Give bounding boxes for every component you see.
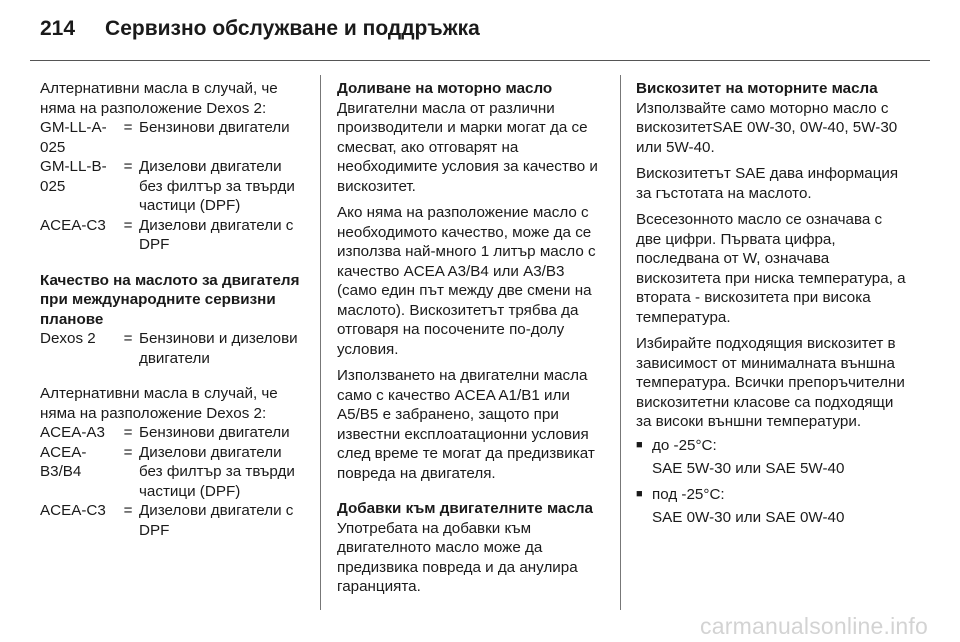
bullet-value: SAE 5W-30 или SAE 5W-40 xyxy=(652,460,845,477)
page-number: 214 xyxy=(40,17,76,40)
spec-equals: = xyxy=(123,424,133,441)
bullet-value: SAE 0W-30 или SAE 0W-40 xyxy=(652,509,845,526)
spec-row xyxy=(40,329,308,368)
spec-equals: = xyxy=(123,216,133,234)
paragraph-viscosity-grades: Използвайте само моторно масло с вискозитетSAE 0W-30, 0W-40, 5W-30 или 5W-40. xyxy=(636,99,898,156)
spec-row xyxy=(40,157,308,216)
spec-equals: = xyxy=(123,158,133,175)
spec-row xyxy=(40,443,308,502)
spec-code: ACEA-B3/B4 xyxy=(40,443,87,480)
section-heading-oil-quality: Качество на маслото за двигателя при международните сервизни планове xyxy=(40,271,300,328)
list-item xyxy=(636,485,906,530)
page-header xyxy=(40,17,480,47)
spec-description: Дизелови двигатели без филтър за твърди частици (DPF) xyxy=(139,443,295,500)
column-divider-left xyxy=(320,75,321,610)
page-title: Сервизно обслужване и поддръжка xyxy=(105,17,480,40)
paragraph-mixing: Двигателни масла от различни производители и марки могат да се смесват, ако отговарят на необходимите условия за качество и вискозитет. xyxy=(337,99,598,195)
spec-list-2 xyxy=(40,329,308,368)
spec-equals: = xyxy=(123,330,133,347)
spec-code: GM-LL-A-025 xyxy=(40,119,107,156)
paragraph-additives: Употребата на добавки към двигателното масло може да предизвика повреда и да анулира гаранцията. xyxy=(337,519,578,595)
spec-equals: = xyxy=(123,502,133,519)
paragraph-multigrade: Всесезонното масло се означава с две цифри. Първата цифра, последвана от W, означава вискозитета при ниска температура, а втората - вискозитета при висока температура. xyxy=(636,211,906,326)
column-left xyxy=(40,79,308,556)
spec-row xyxy=(40,118,308,157)
spec-code: GM-LL-B-025 xyxy=(40,158,107,195)
paragraph-sae-info: Вискозитетът SAE дава информация за гъстотата на маслото. xyxy=(636,165,899,202)
spec-code: ACEA-C3 xyxy=(40,216,106,234)
paragraph-alternative-oil: Ако няма на разположение масло с необходимото качество, може да се използва най-много 1 литър масло с качество ACEA A3/B4 или A3/B3 (само един път между две смени на маслото). Вискозитетът трябва да отговаря на посочените по-долу условия. xyxy=(337,204,596,358)
alt-oils-intro-1: Алтернативни масла в случай, че няма на разположение Dexos 2: xyxy=(40,80,278,117)
paragraph-forbidden-oils: Използването на двигателни масла само с качество ACEA A1/B1 или A5/B5 е забранено, защото при известни експлоатационни условия след време те могат да предизвикат повреда на двигателя. xyxy=(337,367,595,482)
section-heading-viscosity: Вискозитет на моторните масла xyxy=(636,80,878,97)
column-divider-right xyxy=(620,75,621,610)
watermark: carmanualsonline.info xyxy=(700,613,928,639)
header-rule xyxy=(30,60,930,61)
temperature-bullets xyxy=(636,436,906,530)
spec-equals: = xyxy=(123,443,133,461)
list-item xyxy=(636,436,906,481)
spec-row xyxy=(40,501,308,540)
spec-description: Бензинови двигатели xyxy=(139,424,290,441)
alt-oils-intro-2: Алтернативни масла в случай, че няма на разположение Dexos 2: xyxy=(40,385,278,422)
paragraph-selection: Избирайте подходящия вискозитет в зависимост от минималната външна температура. Всички препоръчителни вискозитетни класове са подходящи за високи външни температури. xyxy=(636,335,905,430)
spec-list-1 xyxy=(40,118,308,255)
spec-description: Дизелови двигатели с DPF xyxy=(139,216,294,253)
spec-code: Dexos 2 xyxy=(40,330,96,347)
spec-description: Бензинови и дизелови двигатели xyxy=(139,330,298,367)
section-heading-additives: Добавки към двигателните масла xyxy=(337,500,593,517)
column-middle xyxy=(337,79,605,604)
square-bullet-icon: ■ xyxy=(636,487,643,500)
spec-description: Дизелови двигатели с DPF xyxy=(139,502,294,539)
spec-code: ACEA-A3 xyxy=(40,424,105,441)
spec-row xyxy=(40,423,308,443)
spec-list-3 xyxy=(40,423,308,540)
bullet-label: до -25°C: xyxy=(652,436,717,454)
column-right xyxy=(636,79,906,530)
spec-code: ACEA-C3 xyxy=(40,502,106,519)
spec-row xyxy=(40,216,308,255)
bullet-label: под -25°C: xyxy=(652,485,725,503)
spec-description: Дизелови двигатели без филтър за твърди частици (DPF) xyxy=(139,158,295,214)
square-bullet-icon: ■ xyxy=(636,438,643,451)
section-heading-topping-up: Доливане на моторно масло xyxy=(337,80,553,97)
spec-equals: = xyxy=(123,119,133,136)
spec-description: Бензинови двигатели xyxy=(139,119,290,136)
